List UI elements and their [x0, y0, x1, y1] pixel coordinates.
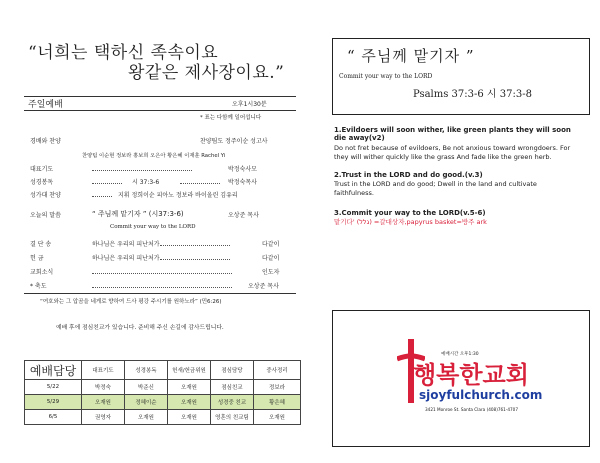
- order-label: 성경봉독: [30, 179, 54, 186]
- church-name: 행복한교회: [413, 361, 529, 389]
- column-header: 대표기도: [82, 361, 125, 380]
- table-cell: 황은혜: [254, 395, 301, 410]
- church-url: sjoyfulchurch.com: [419, 388, 543, 402]
- sermon-title-box: [332, 38, 590, 115]
- order-mid: 시 37:3-6: [132, 179, 160, 186]
- sermon-outline: [334, 126, 578, 227]
- table-cell: 박정숙: [82, 380, 125, 395]
- order-right: 찬양팀 이순현 정보라 홍보희 오은아 황은혜 이재훈 Rachel Yi: [82, 153, 226, 159]
- dotted-leader: [160, 245, 230, 246]
- dotted-leader: [92, 170, 192, 171]
- table-cell: 정혜이순: [125, 395, 168, 410]
- column-header: 중사정리: [254, 361, 301, 380]
- table-cell: 정보라: [254, 380, 301, 395]
- order-label: 헌 금: [30, 255, 44, 262]
- order-label: 결 단 송: [30, 241, 52, 248]
- point-heading: 2.Trust in the LORD and do good.(v.3): [334, 171, 483, 179]
- logo-tagline: 예배시간 오후1:30: [441, 352, 479, 357]
- table-cell: 권영자: [82, 410, 125, 425]
- order-right: 오상준 목사: [248, 283, 279, 290]
- sermon-box-subtitle: Commit your way to the LORD: [339, 73, 433, 80]
- point-heading: 3.Commit your way to the LORD(v.5-6): [334, 209, 486, 217]
- sermon-box-title: “ 주님께 맡기자 ”: [347, 47, 475, 65]
- row-date: 5/29: [25, 395, 82, 410]
- dotted-leader: [92, 183, 122, 184]
- bulletin-title-line2: 왕같은 제사장이요.”: [128, 63, 285, 83]
- table-cell: 오재원: [125, 410, 168, 425]
- order-mid: 지휘 정희이순 피아노 정보라 바이올린 김유리: [118, 192, 238, 199]
- red-note: 맡기다' (גלל) =갈대상자,papyrus basket=방주 ark: [334, 218, 487, 226]
- order-mid: 하나님은 우리의 피난처가: [92, 241, 160, 248]
- order-right: 박정숙사모: [228, 166, 257, 173]
- order-label: 교회소식: [30, 269, 54, 276]
- preacher: 오상준 목사: [228, 212, 259, 219]
- service-schedule-table: [24, 360, 301, 425]
- row-date: 5/22: [25, 380, 82, 395]
- point-body: Do not fret because of evildoers, Be not anxious toward wrongdoers. For they will wither quickly like the grass And fade like the green herb.: [334, 144, 571, 161]
- table-cell: 성경중 친교: [211, 395, 254, 410]
- sermon-subtitle: Commit your way to the LORD: [110, 224, 196, 230]
- order-label: 성가대 찬양: [30, 192, 61, 199]
- order-right: 인도자: [262, 269, 280, 276]
- dotted-leader: [160, 259, 230, 260]
- service-name: 주일예배: [28, 100, 63, 110]
- table-row: [25, 380, 301, 395]
- order-label: 오늘의 말씀: [30, 212, 61, 219]
- church-logo-box: [332, 310, 590, 447]
- standing-note: * 표는 다함께 일어섭니다: [200, 115, 262, 121]
- benediction-verse: “여호와는 그 압곰을 네게로 향하여 드사 평강 주시기를 원하노라” (민6:26): [40, 299, 222, 305]
- dotted-leader: [92, 287, 232, 288]
- table-row: [25, 410, 301, 425]
- bulletin-title-line1: “너희는 택하신 족속이요: [28, 43, 219, 63]
- table-cell: 오재원: [168, 410, 211, 425]
- order-label: 대표기도: [30, 166, 54, 173]
- order-mid: 하나님은 우리의 피난처가: [92, 255, 160, 262]
- table-cell: 오재원: [254, 410, 301, 425]
- schedule-title: 예배담당: [25, 361, 82, 380]
- table-cell: 영혼의 친교팀: [211, 410, 254, 425]
- order-right: 다같이: [262, 241, 280, 248]
- scripture-reference: Psalms 37:3-6 시 37:3-8: [413, 89, 532, 100]
- table-row: [25, 361, 301, 380]
- order-label: * 축도: [30, 283, 47, 290]
- order-right: 다같이: [262, 255, 280, 262]
- table-cell: 오재원: [168, 395, 211, 410]
- lunch-notice: 예배 후에 점심친교가 있습니다. 준비해 주신 손길에 감사드립니다.: [56, 325, 224, 331]
- column-header: 성경봉독: [125, 361, 168, 380]
- sermon-title: “ 주님께 맡기자 ” (시37:3-6): [92, 210, 184, 218]
- row-date: 6/5: [25, 410, 82, 425]
- dotted-leader: [92, 273, 232, 274]
- column-header: 점심담당: [211, 361, 254, 380]
- divider: [24, 293, 296, 294]
- dotted-leader: [92, 196, 112, 197]
- table-cell: 오재원: [82, 395, 125, 410]
- service-time: 오후1시30분: [232, 101, 267, 108]
- church-address: 3421 Monroe St. Santa Clara (408)761-4707: [425, 407, 518, 412]
- order-right: 박정숙목사: [228, 179, 257, 186]
- point-body: Trust in the LORD and do good; Dwell in the land and cultivate faithfulness.: [334, 180, 537, 197]
- dotted-leader: [180, 183, 220, 184]
- order-label: 경배와 찬양: [30, 138, 61, 145]
- table-cell: 점심친교: [211, 380, 254, 395]
- order-right: 찬양팀도 정주이순 성고사: [200, 138, 268, 145]
- column-header: 헌새/헌금위원: [168, 361, 211, 380]
- point-heading: 1.Evildoers will soon wither, like green plants they will soon die away(v2): [334, 126, 571, 142]
- table-row-highlighted: [25, 395, 301, 410]
- table-cell: 박준신: [125, 380, 168, 395]
- table-cell: 오재원: [168, 380, 211, 395]
